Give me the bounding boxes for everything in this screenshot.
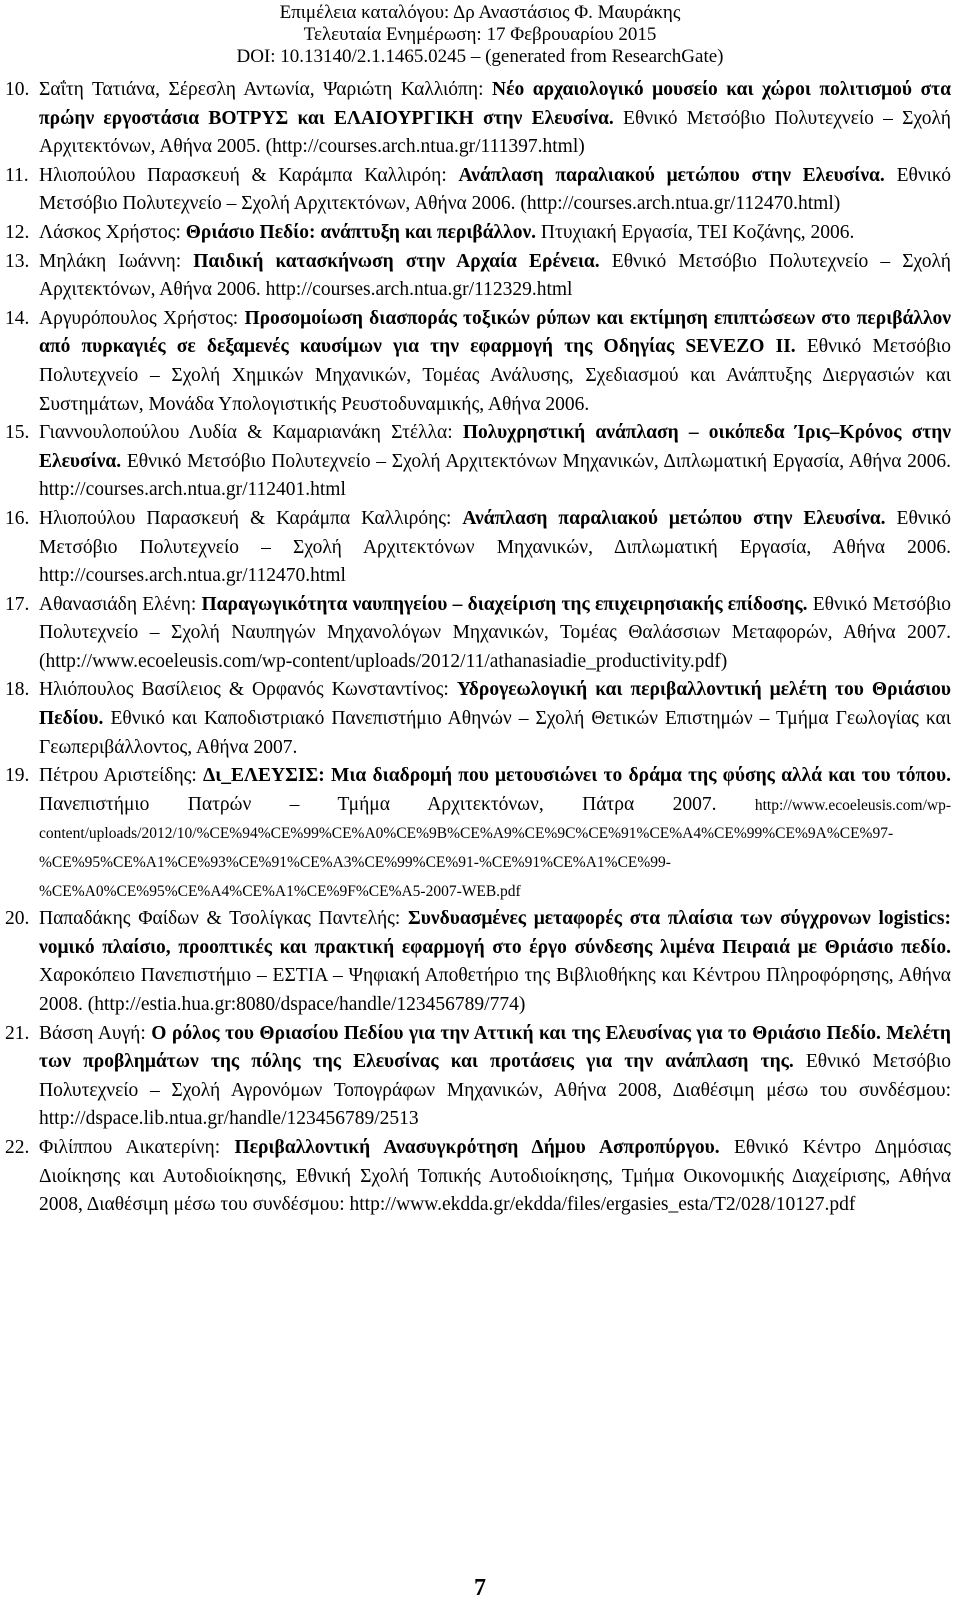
entry-institution: Εθνικό και Καποδιστριακό Πανεπιστήμιο Αθηνών – Σχολή Θετικών Επιστημών – Τμήμα Γεωλογίας και Γεωπεριβάλλοντος, Αθήνα bbox=[39, 708, 952, 758]
entry-authors: Ηλιοπούλου Παρασκευή & Καράμπα Καλλιρόης: bbox=[39, 507, 452, 529]
entry-authors: Ηλιοπούλου Παρασκευή & Καράμπα Καλλιρόη: bbox=[39, 164, 447, 186]
entry-year: 2007. bbox=[907, 622, 952, 644]
entry-title: Υδρογεωλογική και περιβαλλοντική μελέτη του Θριάσιου Πεδίου. bbox=[39, 679, 951, 730]
entry-institution: Εθνικό Μετσόβιο Πολυτεχνείο – Σχολή Χημικών Μηχανικών, Τομέας Ανάλυσης, Σχεδιασμού και Ανάπτυξης Διεργασιών και Συστημάτων, Μονάδα Υπολογιστικής Ρευστοδυναμικής, Αθήνα bbox=[39, 336, 951, 415]
bibliography-entry bbox=[5, 219, 951, 248]
bibliography-entry bbox=[5, 76, 951, 162]
entry-institution: Εθνικό Μετσόβιο Πολυτεχνείο – Σχολή Αρχιτεκτόνων, Αθήνα bbox=[39, 250, 952, 301]
entry-text bbox=[39, 162, 951, 219]
entry-number: 20. bbox=[5, 908, 30, 930]
entry-text bbox=[39, 419, 951, 505]
entry-institution: Εθνικό Μετσόβιο Πολυτεχνείο – Σχολή Αρχιτεκτόνων, Αθήνα bbox=[39, 107, 951, 158]
entry-number: 11. bbox=[5, 164, 29, 186]
entry-link[interactable]: (http://estia.hua.gr:8080/dspace/handle/123456789/774) bbox=[87, 994, 526, 1015]
entry-text bbox=[39, 1134, 951, 1220]
entry-link[interactable]: (http://www.ecoeleusis.com/wp-content/uploads/2012/11/athanasiadie_productivity.pdf) bbox=[39, 650, 728, 672]
entry-number: 21. bbox=[5, 1022, 30, 1044]
entry-text bbox=[39, 762, 951, 905]
entry-number: 17. bbox=[5, 593, 30, 615]
entry-institution: Εθνικό Κέντρο Δημόσιας Διοίκησης και Αυτοδιοίκησης, Εθνική Σχολή Τοπικής Αυτοδιοίκησης, Τμήμα Οικονομικής Διαχείρισης, Αθήνα bbox=[39, 1136, 952, 1187]
entry-link[interactable]: (http://courses.arch.ntua.gr/112470.html) bbox=[520, 193, 841, 215]
entry-authors: Παπαδάκης Φαίδων & Τσολίγκας Παντελής: bbox=[39, 908, 401, 930]
page-number: 7 bbox=[474, 1575, 486, 1601]
entry-year: 2006. bbox=[810, 221, 855, 243]
bibliography-entry bbox=[5, 1134, 951, 1220]
bibliography-entry bbox=[5, 505, 951, 591]
entry-link[interactable]: http://www.ecoeleusis.com/wp-content/uploads/2012/10/%CE%94%CE%99%CE%A0%CE%9B%CE%A9%CE%9C%CE%91%CE%A4%CE%99%CE%9A%CE%97-%CE%95%CE%A1%CE%93%CE%91%CE%A3%CE%99%CE%91-%CE%91%CE%A1%CE%99-%CE%A0%CE%95%CE%A4%CE%A1%CE%9F%CE%A5-2007-WEB.pdf bbox=[39, 796, 952, 900]
entry-text bbox=[39, 905, 951, 1019]
entry-number: 12. bbox=[5, 221, 30, 243]
entry-number: 22. bbox=[5, 1136, 30, 1158]
entry-text bbox=[39, 305, 951, 419]
entry-title: Παιδική κατασκήνωση στην Αρχαία Ερένεια. bbox=[193, 250, 600, 272]
entry-year: 2008, bbox=[618, 1079, 662, 1101]
entry-authors: Πέτρου Αριστείδης: bbox=[39, 765, 197, 787]
entry-institution: Πανεπιστήμιο Πατρών – Τμήμα Αρχιτεκτόνων, Πάτρα bbox=[39, 793, 635, 815]
bibliography-entry bbox=[5, 676, 951, 762]
entry-link[interactable]: http://courses.arch.ntua.gr/112329.html bbox=[265, 279, 573, 301]
entry-link[interactable]: Διαθέσιμη μέσω του συνδέσμου: http://dspace.lib.ntua.gr/handle/123456789/2513 bbox=[39, 1079, 951, 1130]
entry-title: Προσομοίωση διασποράς τοξικών ρύπων και εκτίμηση επιπτώσεων στο περιβάλλον από πυρκαγιές σε δεξαμενές καυσίμων για την εφαρμογή της Οδηγίας SEVEZO II. bbox=[39, 307, 951, 358]
entry-link[interactable]: Διαθέσιμη μέσω του συνδέσμου: http://www.ekdda.gr/ekdda/files/ergasies_esta/T2/028/10127.pdf bbox=[86, 1194, 856, 1216]
entry-authors: Αθανασιάδη Ελένη: bbox=[39, 593, 197, 615]
entry-authors: Αργυρόπουλος Χρήστος: bbox=[39, 307, 239, 329]
entry-institution: Εθνικό Μετσόβιο Πολυτεχνείο – Σχολή Αρχιτεκτόνων Μηχανικών, Διπλωματική Εργασία, Αθήνα bbox=[39, 507, 951, 558]
entry-number: 15. bbox=[5, 422, 30, 444]
entry-link[interactable]: http://courses.arch.ntua.gr/112401.html bbox=[39, 479, 346, 501]
header-editor: Επιμέλεια καταλόγου: Δρ Αναστάσιος Φ. Μαυράκης bbox=[279, 2, 681, 23]
entry-text bbox=[39, 591, 951, 677]
entry-year: 2005. bbox=[216, 136, 261, 158]
header-doi: DOI: 10.13140/2.1.1465.0245 – (generated from ResearchGate) bbox=[236, 46, 724, 67]
bibliography-entry bbox=[5, 248, 951, 305]
entry-year: 2006. bbox=[216, 279, 261, 301]
entry-number: 19. bbox=[5, 765, 30, 787]
entry-year: 2008, bbox=[39, 1194, 83, 1216]
page-header bbox=[40, 0, 920, 68]
bibliography-entry bbox=[5, 591, 951, 677]
entry-authors: Φιλίππου Αικατερίνη: bbox=[39, 1136, 221, 1158]
entry-authors: Λάσκος Χρήστος: bbox=[39, 221, 181, 243]
entry-title: Ανάπλαση παραλιακού μετώπου στην Ελευσίνα. bbox=[462, 507, 886, 529]
header-update-date: Τελευταία Ενημέρωση: 17 Φεβρουαρίου 2015 bbox=[303, 24, 657, 45]
entry-authors: Βάσση Αυγή: bbox=[39, 1022, 146, 1044]
entry-title: Θριάσιο Πεδίο: ανάπτυξη και περιβάλλον. bbox=[185, 221, 537, 243]
entry-number: 10. bbox=[5, 79, 30, 100]
entry-institution: Εθνικό Μετσόβιο Πολυτεχνείο – Σχολή Αρχιτεκτόνων, Αθήνα bbox=[39, 164, 952, 215]
entry-year: 2006. bbox=[907, 536, 952, 558]
entry-number: 16. bbox=[5, 507, 30, 529]
entry-year: 2007. bbox=[672, 793, 717, 815]
bibliography-entry bbox=[5, 419, 951, 505]
entry-institution: Εθνικό Μετσόβιο Πολυτεχνείο – Σχολή Αγρονόμων Τοπογράφων Μηχανικών, Αθήνα bbox=[39, 1051, 951, 1101]
entry-link[interactable]: (http://courses.arch.ntua.gr/111397.html) bbox=[265, 136, 585, 158]
bibliography-entry bbox=[5, 1020, 951, 1134]
entry-text bbox=[39, 505, 951, 591]
entry-title: Συνδυασμένες μεταφορές στα πλαίσια των σύγχρονων logistics: νομικό πλαίσιο, προοπτικές και πρακτική εφαρμογή στο έργο σύνδεσης λιμένα Πειραιά με Θριάσιο πεδίο. bbox=[39, 908, 952, 958]
entry-authors: Γιαννουλοπούλου Λυδία & Καμαριανάκη Στέλλα: bbox=[39, 422, 453, 444]
entry-text bbox=[39, 676, 951, 762]
entry-text bbox=[39, 1020, 951, 1134]
entry-number: 13. bbox=[5, 250, 30, 272]
bibliography-entry bbox=[5, 905, 951, 1019]
entry-title: Παραγωγικότητα ναυπηγείου – διαχείριση της επιχειρησιακής επίδοσης. bbox=[201, 593, 808, 615]
entry-number: 14. bbox=[5, 307, 30, 329]
entry-text bbox=[39, 76, 951, 162]
entry-authors: Σαΐτη Τατιάνα, Σέρεσλη Αντωνία, Ψαριώτη Καλλιόπη: bbox=[39, 79, 484, 100]
entry-number: 18. bbox=[5, 679, 30, 701]
entry-authors: Ηλιόπουλος Βασίλειος & Ορφανός Κωνσταντίνος: bbox=[39, 679, 449, 701]
entry-year: 2006. bbox=[545, 393, 590, 415]
entry-text bbox=[39, 219, 951, 248]
entry-institution: Εθνικό Μετσόβιο Πολυτεχνείο – Σχολή Αρχιτεκτόνων Μηχανικών, Διπλωματική Εργασία, Αθήνα bbox=[126, 450, 902, 472]
entry-title: Νέο αρχαιολογικό μουσείο και χώροι πολιτισμού στα πρώην εργοστάσια ΒΟΤΡΥΣ και ΕΛΑΙΟΥΡΓΙΚΗ στην Ελευσίνα. bbox=[39, 79, 952, 129]
bibliography-entry bbox=[5, 762, 951, 905]
entry-year: 2006. bbox=[907, 450, 952, 472]
entry-title: Περιβαλλοντική Ανασυγκρότηση Δήμου Ασπροπύργου. bbox=[234, 1136, 720, 1158]
entry-link[interactable]: http://courses.arch.ntua.gr/112470.html bbox=[39, 565, 346, 587]
entry-year: 2007. bbox=[253, 736, 298, 758]
entry-text bbox=[39, 248, 951, 305]
entry-title: Ανάπλαση παραλιακού μετώπου στην Ελευσίνα. bbox=[458, 164, 885, 186]
entry-year: 2008. bbox=[39, 994, 83, 1015]
bibliography-entry bbox=[5, 305, 951, 419]
entry-title: Δι_ΕΛΕΥΣΙΣ: Μια διαδρομή που μετουσιώνει το δράμα της φύσης αλλά και του τόπου. bbox=[203, 765, 951, 787]
entry-institution: Χαροκόπειο Πανεπιστήμιο – ΕΣΤΙΑ – Ψηφιακή Αποθετήριο της Βιβλιοθήκης και Κέντρου Πληροφόρησης, Αθήνα bbox=[39, 965, 951, 987]
entry-authors: Μηλάκη Ιωάννη: bbox=[39, 250, 182, 272]
entry-institution: Πτυχιακή Εργασία, ΤΕΙ Κοζάνης, bbox=[540, 221, 806, 243]
entry-year: 2006. bbox=[471, 193, 516, 215]
entry-title: Ο ρόλος του Θριασίου Πεδίου για την Αττική και της Ελευσίνας για το Θριάσιο Πεδίο. Μελέτη των προβλημάτων της πόλης της Ελευσίνας και προτάσεις για την ανάπλαση της. bbox=[39, 1022, 951, 1073]
entry-title: Πολυχρηστική ανάπλαση – οικόπεδα Ίρις–Κρόνος στην Ελευσίνα. bbox=[39, 422, 952, 472]
bibliography-entry bbox=[5, 162, 951, 219]
bibliography-list bbox=[5, 76, 951, 1220]
entry-institution: Εθνικό Μετσόβιο Πολυτεχνείο – Σχολή Ναυπηγών Μηχανολόγων Μηχανικών, Τομέας Θαλάσσιων Μεταφορών, Αθήνα bbox=[39, 593, 951, 644]
